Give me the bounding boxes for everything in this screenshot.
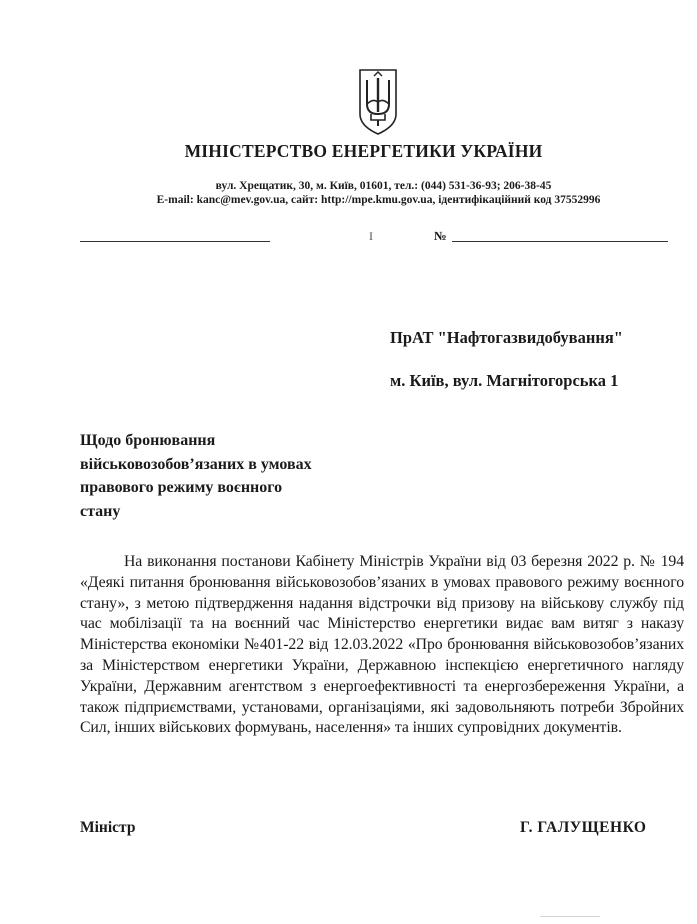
date-line — [80, 241, 270, 242]
subject-line: військовозобов’язаних в умовах — [80, 455, 312, 473]
separator-mark: І — [369, 229, 373, 243]
ministry-contacts: E-mail: kanc@mev.gov.ua, сайт: http://mpe.kmu.gov.ua, ідентифікаційний код 37552996 — [156, 194, 601, 206]
letter-body: На виконання постанови Кабінету Міністрів України від 03 березня 2022 р. № 194 «Деякі питання бронювання військовозобов’язаних в умовах правового режиму воєнного стану», з метою підтвердження надання відстрочки від призову на військову службу під час мобілізації та на воєнний час Міністерство енергетики видає вам витяг з наказу Міністерства економіки №401-22 від 12.03.2022 «Про бронювання військовозобов’язаних за Міністерством енергетики України, Державною інспекцією енергетичного нагляду України, Державним агентством з енергоефективності та енергозбереження України, а також підприємствами, установами, організаціями, які задовольняють потреби Збройних Сил, інших військових формувань, населення» та інших супровідних документів. — [80, 553, 684, 737]
document-number-line — [452, 241, 668, 242]
subject-line: Щодо бронювання — [80, 432, 216, 449]
signatory-title: Міністр — [80, 819, 136, 836]
ministry-name: МІНІСТЕРСТВО ЕНЕРГЕТИКИ УКРАЇНИ — [184, 141, 543, 161]
letter-subject — [80, 429, 370, 523]
trident-coat-of-arms-icon — [357, 68, 399, 136]
document-number-label: № — [434, 229, 447, 243]
subject-line: стану — [80, 502, 121, 520]
recipient-address: м. Київ, вул. Магнітогорська 1 — [390, 371, 619, 390]
subject-line: правового режиму воєнного — [80, 479, 283, 496]
scan-edge-mark — [540, 906, 600, 917]
signatory-name: Г. ГАЛУЩЕНКО — [520, 819, 647, 836]
ministry-address: вул. Хрещатик, 30, м. Київ, 01601, тел.: (044) 531-36-93; 206-38-45 — [215, 180, 552, 192]
recipient-name: ПрАТ "Нафтогазвидобування" — [390, 328, 623, 347]
